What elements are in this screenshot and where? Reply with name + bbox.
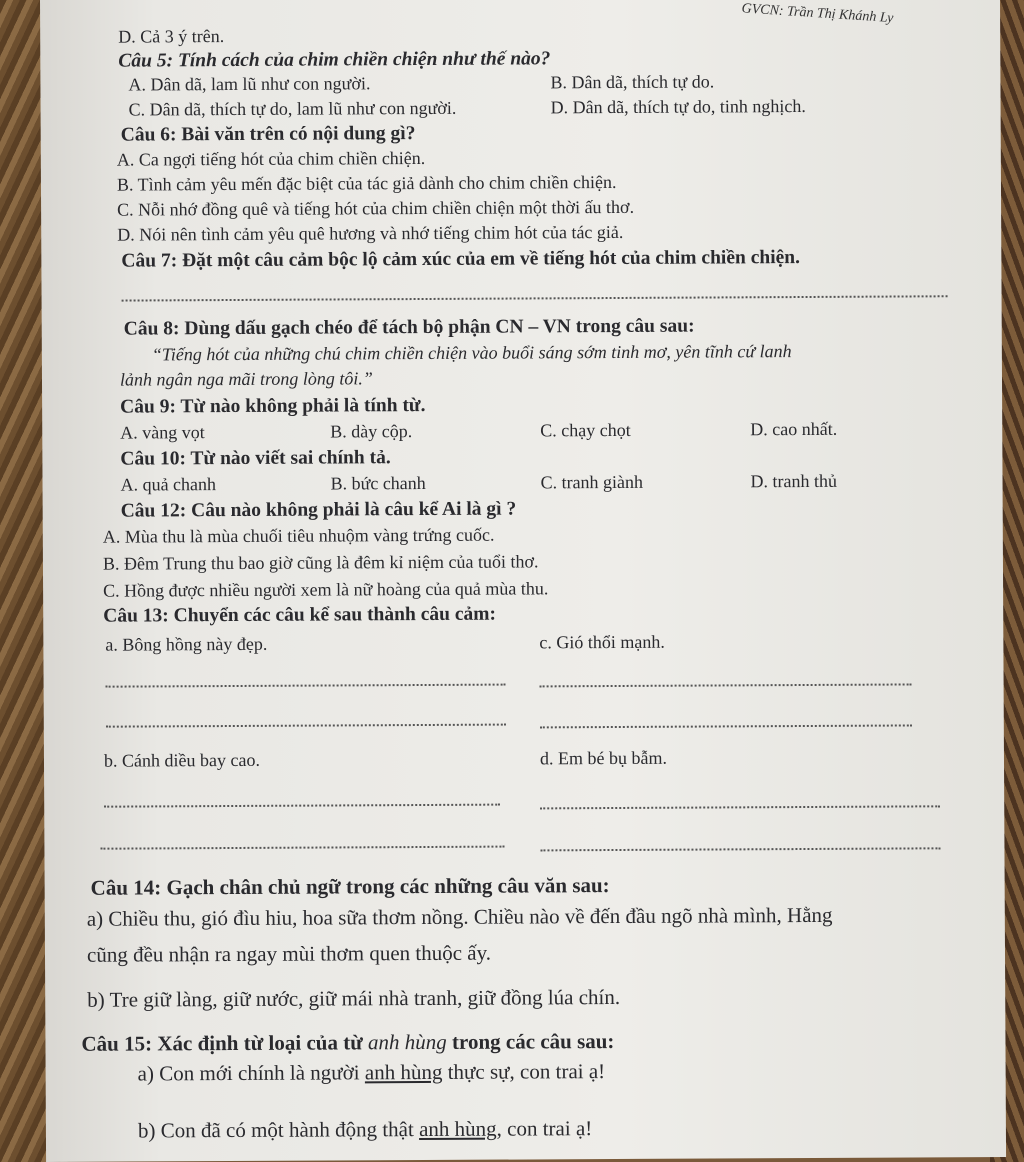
- worksheet-paper: [40, 0, 1006, 1162]
- q15-title-pre: Câu 15: Xác định từ loại của từ: [81, 1030, 369, 1056]
- q14-sentence-a-line1: a) Chiều thu, gió đìu hiu, hoa sữa thơm nồng. Chiều nào về đến đầu ngõ nhà mình, Hằng: [86, 902, 833, 931]
- q9-option-a: A. vàng vọt: [120, 422, 205, 443]
- q9-title: Câu 9: Từ nào không phải là tính từ.: [120, 394, 426, 418]
- q10-option-a: A. quả chanh: [120, 474, 217, 495]
- q14-title: Câu 14: Gạch chân chủ ngữ trong các những câu văn sau:: [90, 873, 610, 900]
- q9-option-b: B. dày cộp.: [330, 421, 413, 442]
- q12-option-b: B. Đêm Trung thu bao giờ cũng là đêm kỉ niệm của tuổi thơ.: [102, 551, 539, 574]
- q10-title: Câu 10: Từ nào viết sai chính tả.: [120, 447, 391, 470]
- q13-item-b: b. Cánh diều bay cao.: [103, 749, 260, 771]
- q5-option-b: B. Dân dã, thích tự do.: [550, 71, 715, 93]
- q5-option-a: A. Dân dã, lam lũ như con người.: [128, 73, 371, 95]
- q15-title-post: trong các câu sau:: [446, 1029, 615, 1054]
- q12-option-c: C. Hồng được nhiều người xem là nữ hoàng của quả mùa thu.: [103, 578, 549, 601]
- q6-option-d: D. Nói nên tình cảm yêu quê hương và nhớ tiếng chim hót của tác giả.: [117, 221, 624, 245]
- q8-quote-line2: lảnh ngân nga mãi trong lòng tôi.”: [119, 368, 373, 390]
- q15-a-post: thực sự, con trai ạ!: [442, 1059, 606, 1084]
- q13-d-line2: [540, 847, 940, 851]
- q13-b-line1: [104, 804, 500, 808]
- q7-answer-line: [122, 295, 948, 301]
- q13-a-line1: [106, 684, 506, 688]
- q13-title: Câu 13: Chuyển các câu kể sau thành câu cảm:: [103, 603, 497, 627]
- q12-title: Câu 12: Câu nào không phải là câu kể Ai là gì ?: [120, 498, 517, 522]
- q14-sentence-a-line2: cũng đều nhận ra ngay mùi thơm quen thuộc ấy.: [86, 940, 492, 967]
- q13-item-a: a. Bông hồng này đẹp.: [105, 633, 268, 655]
- q13-item-d: d. Em bé bụ bẫm.: [539, 747, 668, 769]
- q6-option-a: A. Ca ngợi tiếng hót của chim chiền chiện.: [116, 147, 426, 170]
- q13-c-line2: [540, 724, 912, 728]
- q15-sentence-b: [138, 1118, 592, 1141]
- q15-a-word: anh hùng: [364, 1059, 443, 1085]
- q15-b-word: anh hùng: [418, 1116, 497, 1142]
- q5-title: Câu 5: Tính cách của chim chiền chiện như thế nào?: [118, 48, 551, 72]
- q10-option-d: D. tranh thủ: [750, 470, 838, 492]
- q5-option-d: D. Dân dã, thích tự do, tinh nghịch.: [550, 95, 806, 118]
- q15-b-pre: b) Con đã có một hành động thật: [137, 1117, 420, 1143]
- q9-option-c: C. chạy chọt: [540, 419, 631, 441]
- q15-sentence-a: [138, 1061, 606, 1084]
- q12-option-a: A. Mùa thu là mùa chuối tiêu nhuộm vàng trứng cuốc.: [102, 524, 495, 547]
- q13-item-c: c. Gió thổi mạnh.: [539, 631, 665, 653]
- q15-a-pre: a) Con mới chính là người: [137, 1060, 365, 1086]
- q8-quote-line1: “Tiếng hót của những chú chim chiền chiện vào buổi sáng sớm tinh mơ, yên tĩnh cứ lanh: [151, 341, 792, 365]
- q10-option-b: B. bức chanh: [330, 472, 426, 494]
- q13-d-line1: [540, 805, 940, 809]
- q6-option-c: C. Nỗi nhớ đồng quê và tiếng hót của chim chiền chiện một thời ấu thơ.: [117, 196, 635, 220]
- q10-option-c: C. tranh giành: [540, 471, 644, 493]
- q13-a-line2: [106, 724, 506, 728]
- teacher-header: GVCN: Trần Thị Khánh Ly: [741, 1, 894, 27]
- q5-option-c: C. Dân dã, thích tự do, lam lũ như con người.: [128, 97, 457, 120]
- q6-option-b: B. Tình cảm yêu mến đặc biệt của tác giả dành cho chim chiền chiện.: [116, 171, 617, 195]
- q9-option-d: D. cao nhất.: [750, 418, 838, 440]
- q15-title-word: anh hùng: [367, 1029, 447, 1055]
- q15-b-post: , con trai ạ!: [496, 1116, 593, 1141]
- q14-sentence-b: b) Tre giữ làng, giữ nước, giữ mái nhà tranh, giữ đồng lúa chín.: [87, 984, 621, 1012]
- q6-title: Câu 6: Bài văn trên có nội dung gì?: [120, 123, 416, 146]
- q15-title: [81, 1031, 614, 1055]
- q7-title: Câu 7: Đặt một câu cảm bộc lộ cảm xúc của em về tiếng hót của chim chiền chiện.: [121, 247, 801, 272]
- q13-b-line2: [100, 846, 504, 850]
- q4-option-d: D. Cả 3 ý trên.: [118, 26, 225, 47]
- q13-c-line1: [540, 683, 912, 687]
- q8-title: Câu 8: Dùng dấu gạch chéo để tách bộ phận CN – VN trong câu sau:: [123, 315, 695, 340]
